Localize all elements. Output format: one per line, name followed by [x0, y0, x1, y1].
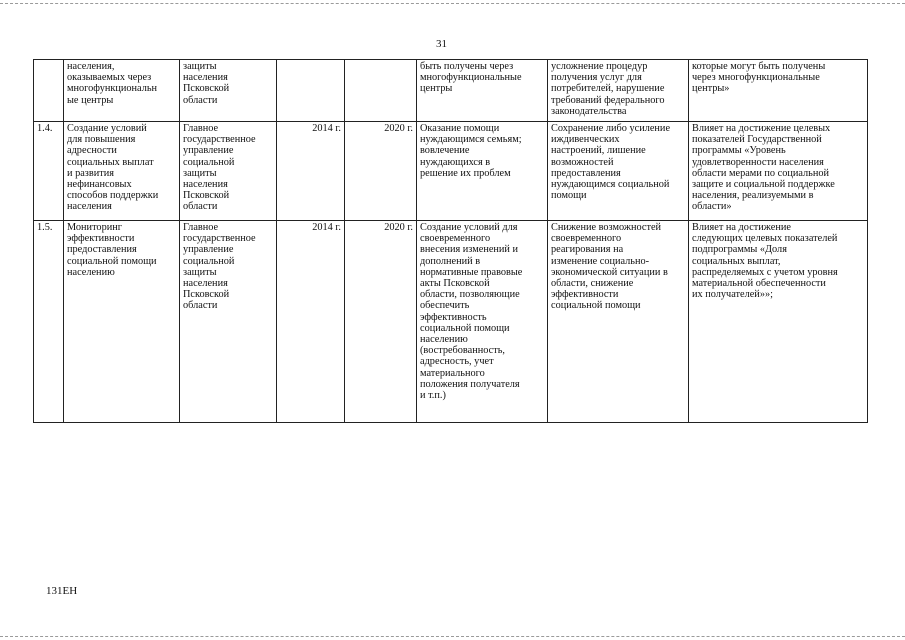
- start-year: [277, 60, 345, 122]
- executor: Главное государственное управление социальной защиты населения Псковской области: [180, 122, 277, 221]
- end-year: [345, 60, 417, 122]
- indicator-link: Влияет на достижение целевых показателей Государственной программы «Уровень удовлетворенности населения области мерами по социальной защите и социальной поддержке населения, реализуемыми в области»: [689, 122, 868, 221]
- end-year: 2020 г.: [345, 122, 417, 221]
- table-row: [34, 122, 868, 221]
- indicator-link: которые могут быть получены через многофункциональные центры»: [689, 60, 868, 122]
- row-number: 1.4.: [34, 122, 64, 221]
- table-row: [34, 60, 868, 122]
- page-number: 31: [436, 38, 447, 50]
- measure-name: населения, оказываемых через многофункциональн ые центры: [64, 60, 180, 122]
- scan-edge-bottom: [0, 636, 905, 637]
- table-row: [34, 221, 868, 423]
- expected-result: Оказание помощи нуждающимся семьям; вовлечение нуждающихся в решение их проблем: [417, 122, 548, 221]
- executor: защиты населения Псковской области: [180, 60, 277, 122]
- measure-name: Создание условий для повышения адресности социальных выплат и развития нефинансовых способов поддержки населения: [64, 122, 180, 221]
- expected-result: быть получены через многофункциональные центры: [417, 60, 548, 122]
- indicator-link: Влияет на достижение следующих целевых показателей подпрограммы «Доля социальных выплат, распределяемых с учетом уровня материальной обеспеченности их получателей»»;: [689, 221, 868, 423]
- start-year: 2014 г.: [277, 221, 345, 423]
- start-year: 2014 г.: [277, 122, 345, 221]
- non-implementation-consequences: Сохранение либо усиление иждивенческих настроений, лишение возможностей предоставления нуждающимся социальной помощи: [548, 122, 689, 221]
- row-number: [34, 60, 64, 122]
- non-implementation-consequences: Снижение возможностей своевременного реагирования на изменение социально- экономической ситуации в области, снижение эффективности социальной помощи: [548, 221, 689, 423]
- measure-name: Мониторинг эффективности предоставления социальной помощи населению: [64, 221, 180, 423]
- non-implementation-consequences: усложнение процедур получения услуг для потребителей, нарушение требований федерального законодательства: [548, 60, 689, 122]
- executor: Главное государственное управление социальной защиты населения Псковской области: [180, 221, 277, 423]
- row-number: 1.5.: [34, 221, 64, 423]
- measures-table: [33, 59, 868, 423]
- end-year: 2020 г.: [345, 221, 417, 423]
- scan-edge-top: [0, 3, 905, 4]
- expected-result: Создание условий для своевременного внесения изменений и дополнений в нормативные правовые акты Псковской области, позволяющие обеспечить эффективность социальной помощи населению (востребованность, адресность, учет материального положения получателя и т.п.): [417, 221, 548, 423]
- document-code: 131ЕН: [46, 585, 78, 597]
